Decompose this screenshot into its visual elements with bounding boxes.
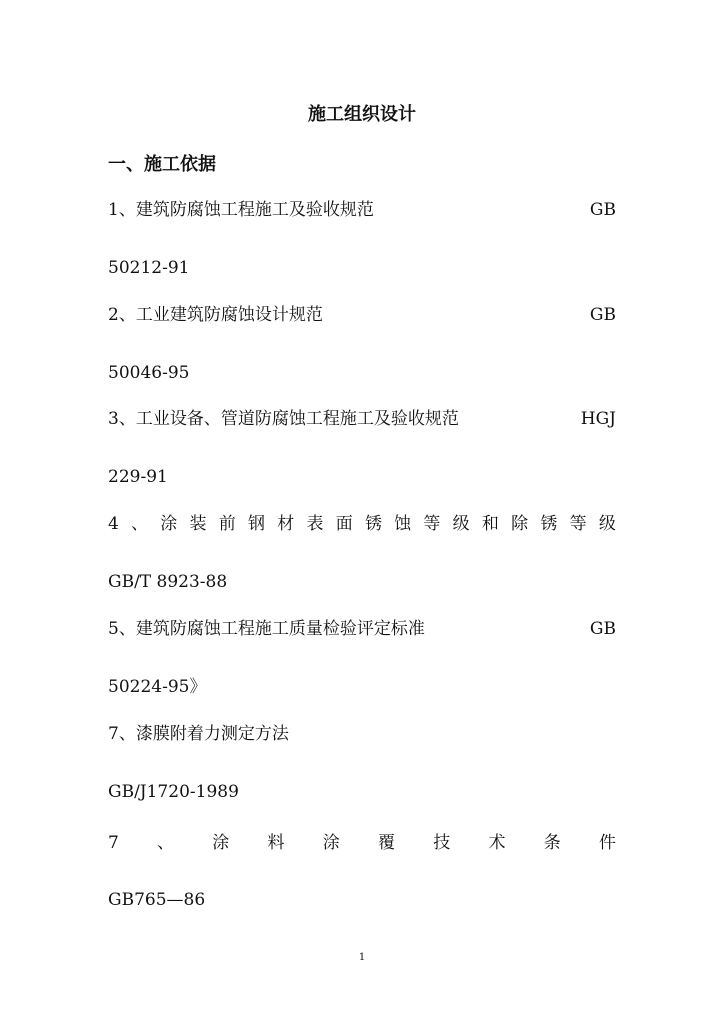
item-code-prefix: GB (589, 305, 616, 325)
item-text: 7、漆膜附着力测定方法 (108, 724, 289, 744)
item-char: 等 (569, 514, 587, 534)
document-title: 施工组织设计 (308, 104, 416, 125)
item-char: 前 (218, 514, 236, 534)
item-code-prefix: HGJ (580, 409, 616, 429)
item-char: 蚀 (394, 514, 412, 534)
item-char: 覆 (378, 833, 395, 853)
list-item (108, 831, 616, 855)
item-code-prefix: GB (589, 200, 616, 220)
item-text-spread (108, 512, 616, 536)
item-char: 级 (598, 514, 616, 534)
item-char: 涂 (322, 833, 340, 853)
item-char: 等 (423, 514, 441, 534)
list-item (108, 512, 616, 536)
item-char: 材 (277, 514, 295, 534)
item-char: 技 (433, 833, 451, 853)
item-char: 条 (543, 833, 561, 853)
item-char: 涂 (212, 833, 230, 853)
item-code: GB/J1720-1989 (108, 782, 239, 802)
item-char: 级 (452, 514, 470, 534)
item-char: 锈 (364, 514, 382, 534)
item-text: 2、工业建筑防腐蚀设计规范 (108, 305, 323, 325)
item-char: 料 (267, 833, 285, 853)
section-heading: 一、施工依据 (108, 154, 216, 175)
item-char: 、 (131, 514, 149, 534)
page-number: 1 (358, 952, 366, 963)
item-text-spread (108, 831, 616, 855)
item-text: 3、工业设备、管道防腐蚀工程施工及验收规范 (108, 409, 459, 429)
item-char: 7 (108, 833, 119, 853)
item-code: 50224-95》 (108, 677, 207, 697)
item-code: GB/T 8923-88 (108, 572, 228, 592)
item-char: 涂 (160, 514, 178, 534)
item-char: 装 (189, 514, 207, 534)
item-char: 和 (481, 514, 499, 534)
item-char: 表 (306, 514, 324, 534)
item-code: 229-91 (108, 467, 168, 487)
item-code: GB765—86 (108, 890, 206, 910)
item-char: 、 (157, 833, 175, 853)
item-code: 50212-91 (108, 258, 190, 278)
item-char: 术 (488, 833, 506, 853)
item-char: 除 (511, 514, 529, 534)
item-code-prefix: GB (589, 619, 616, 639)
item-char: 4 (108, 514, 119, 534)
item-char: 件 (598, 833, 616, 853)
item-char: 钢 (248, 514, 265, 534)
item-char: 锈 (540, 514, 558, 534)
item-char: 面 (335, 514, 353, 534)
item-code: 50046-95 (108, 363, 190, 383)
item-text: 5、建筑防腐蚀工程施工质量检验评定标准 (108, 619, 425, 639)
item-text: 1、建筑防腐蚀工程施工及验收规范 (108, 200, 374, 220)
